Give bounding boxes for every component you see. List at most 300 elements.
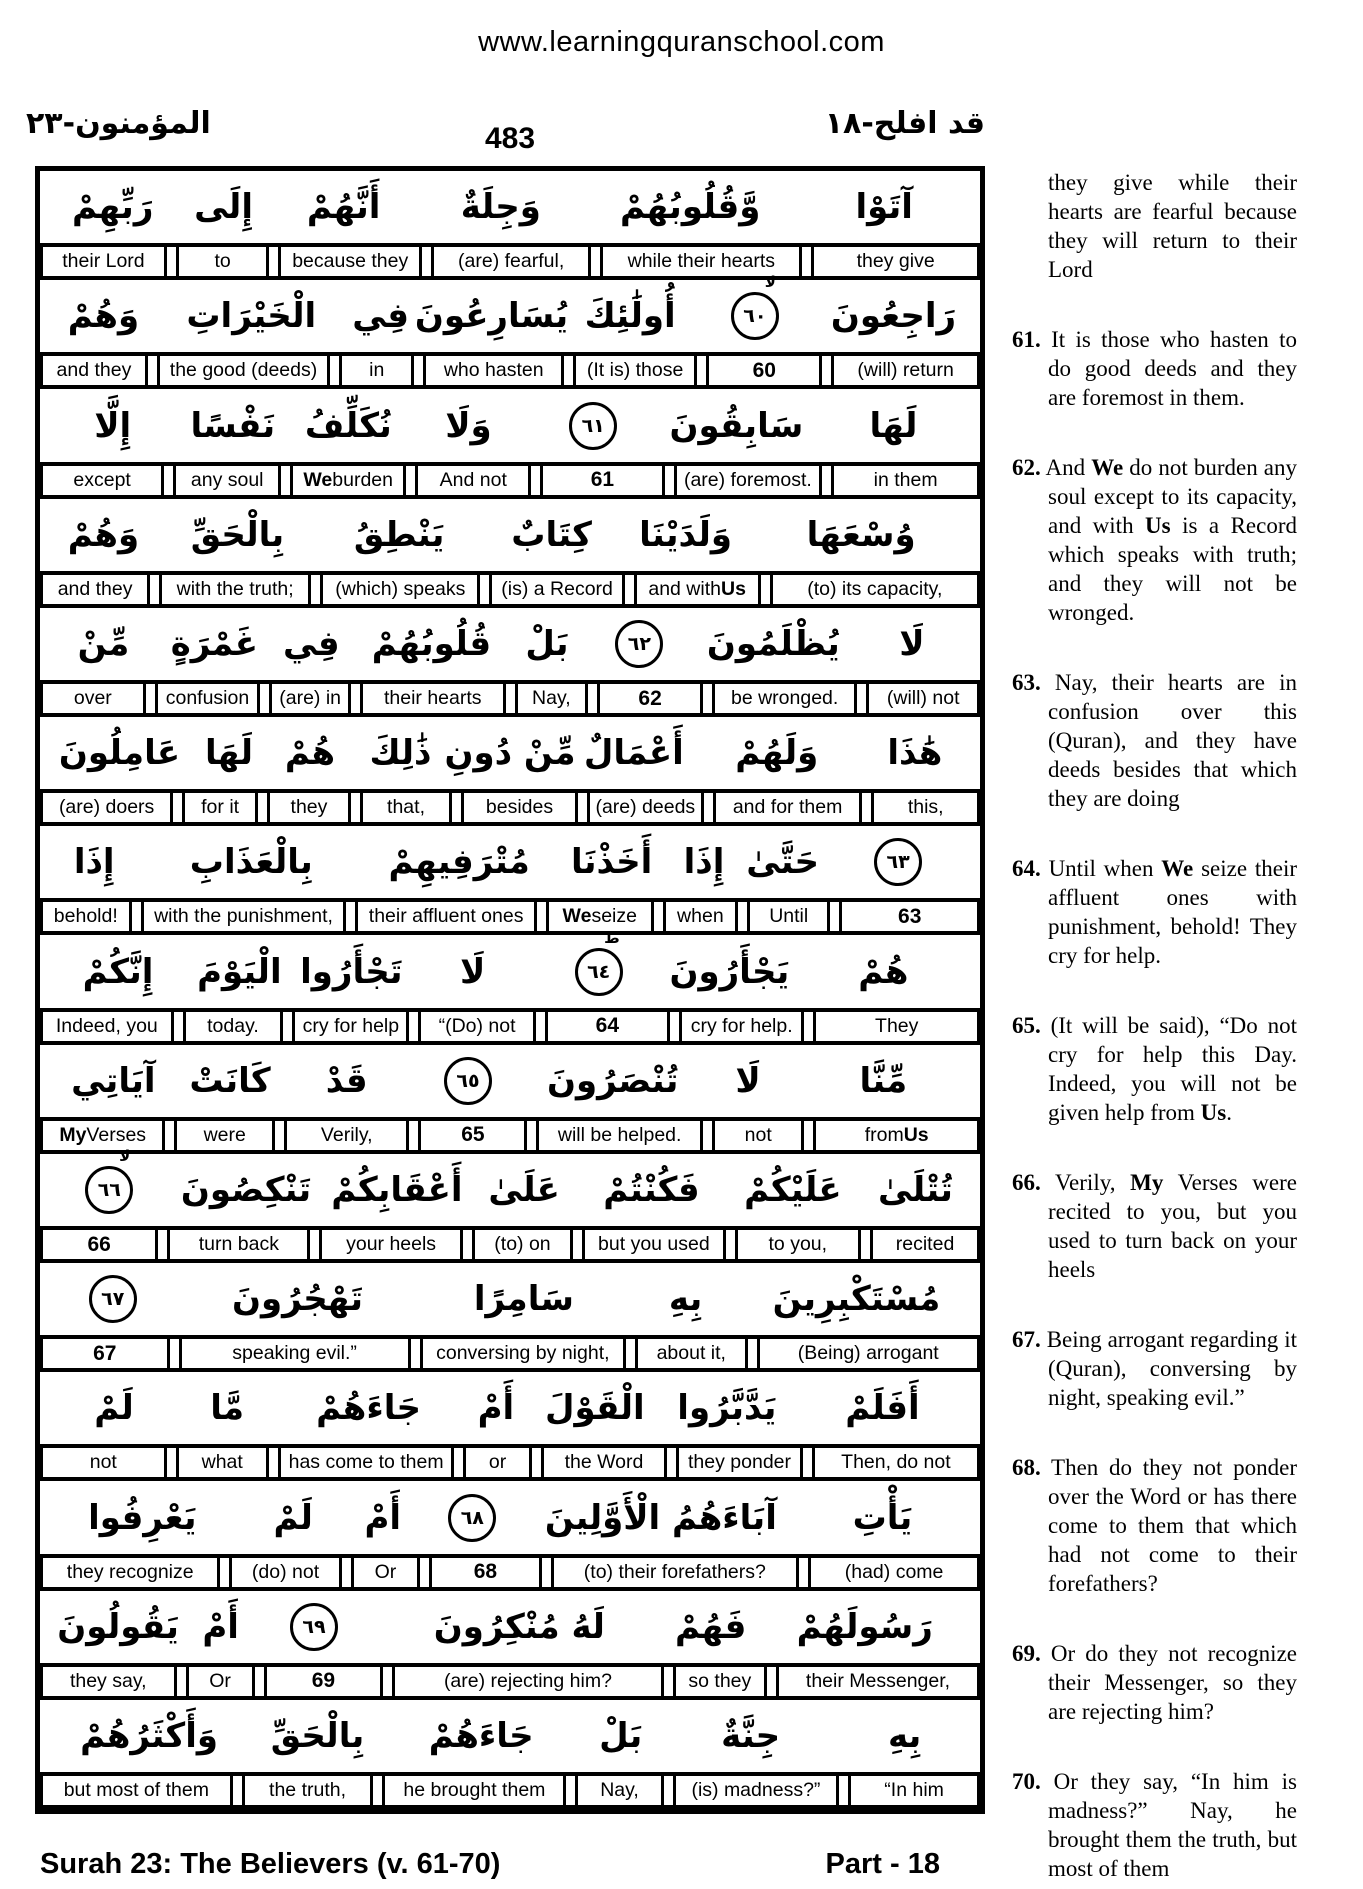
arabic-word: يَعْرِفُوا xyxy=(88,1497,197,1538)
verse-number-circle: ٦٦ لا xyxy=(85,1166,133,1214)
arabic-word-cell xyxy=(344,296,418,336)
arabic-word-cell xyxy=(48,1716,250,1756)
arabic-word-cell xyxy=(291,952,412,992)
arabic-word: مِّنْ دُونِ xyxy=(444,733,576,774)
translation-cell: has come to them xyxy=(278,1448,455,1477)
arabic-word-cell xyxy=(48,1275,177,1323)
translation-cell: (will) not xyxy=(866,684,980,713)
arabic-word-cell xyxy=(48,624,159,664)
arabic-word-cell xyxy=(48,406,177,446)
arabic-word: وَلَدَيْنَا xyxy=(639,514,733,555)
translation-cell: confusion xyxy=(155,684,261,713)
arabic-word-cell xyxy=(727,1170,859,1210)
arabic-word: نُكَلِّفُ xyxy=(304,405,392,446)
arabic-word-cell xyxy=(444,733,576,774)
verse-ref: 67. xyxy=(1012,1327,1041,1352)
waqf-mark: لا xyxy=(764,273,776,292)
arabic-word: لَهَا xyxy=(205,733,253,774)
arabic-word: يُظْلَمُونَ xyxy=(706,623,840,664)
verse-row-pair xyxy=(40,1372,980,1481)
arabic-word-cell xyxy=(288,406,408,446)
translation-cell: today. xyxy=(183,1012,284,1041)
verse-number-cell: 61 xyxy=(540,466,664,495)
arabic-word: آبَاءَهُمُ الْأَوَّلِينَ xyxy=(544,1497,777,1538)
arabic-word: وَلَا xyxy=(445,405,492,446)
arabic-word: فِي xyxy=(352,296,409,337)
arabic-word-cell xyxy=(159,515,316,555)
verse-row-pair xyxy=(40,273,980,389)
translation-paragraph: 66. Verily, My Verses were recited to you, but you used to turn back on your heels xyxy=(1012,1170,1297,1282)
arabic-word: آيَاتِي xyxy=(71,1060,156,1101)
arabic-word-cell xyxy=(408,406,528,446)
arabic-row xyxy=(40,1591,980,1663)
verse-ref: 68. xyxy=(1012,1455,1041,1480)
translation-cell: to xyxy=(176,247,270,276)
arabic-word: بَلْ xyxy=(525,623,569,664)
arabic-word-cell xyxy=(140,842,362,882)
translation-cell: (are) fearful, xyxy=(431,247,591,276)
arabic-word: رَاجِعُونَ xyxy=(830,296,957,337)
translation-cell: (are) in xyxy=(269,684,351,713)
arabic-word-cell xyxy=(188,952,291,992)
arabic-word-cell xyxy=(48,1061,179,1101)
arabic-word-cell xyxy=(253,1603,374,1651)
arabic-word: إِلَّا xyxy=(94,405,132,446)
arabic-word: يَنْطِقُ xyxy=(353,514,445,555)
verse-ref: 70. xyxy=(1012,1769,1041,1794)
arabic-word: تَنْكِصُونَ xyxy=(180,1169,312,1210)
arabic-word-cell xyxy=(859,1170,972,1210)
arabic-word: جَاءَهُمْ xyxy=(316,1388,422,1429)
footer-surah-title: Surah 23: The Believers (v. 61-70) xyxy=(40,1848,501,1880)
translation-paragraph: 64. Until when We seize their affluent ones with punishment, behold! They cry for help. xyxy=(1012,856,1297,968)
arabic-word-cell xyxy=(584,620,695,668)
arabic-word-cell xyxy=(48,1607,188,1647)
verse-row-pair xyxy=(40,826,980,935)
arabic-word-cell xyxy=(815,406,972,446)
translation-row xyxy=(40,1335,980,1372)
translation-row xyxy=(40,1772,980,1809)
arabic-word: وُسْعَهَا xyxy=(806,514,916,555)
translation-cell: because they xyxy=(278,247,422,276)
arabic-word: وَأَكْثَرُهُمْ xyxy=(80,1715,218,1756)
arabic-row xyxy=(40,171,980,243)
translation-cell: My Verses xyxy=(40,1121,165,1150)
verse-row-pair xyxy=(40,1591,980,1700)
verse-number-cell: 69 xyxy=(264,1667,384,1696)
arabic-word-cell xyxy=(350,1498,416,1538)
arabic-word: بِهِ xyxy=(668,1279,703,1320)
arabic-row xyxy=(40,499,980,571)
arabic-word-cell xyxy=(524,1061,701,1101)
arabic-word-cell xyxy=(824,838,972,886)
translation-cell: Or xyxy=(351,1558,421,1587)
waqf-mark: لا xyxy=(119,1146,131,1165)
verse-number-cell: 60 xyxy=(706,356,822,385)
translation-cell: about it, xyxy=(635,1339,747,1368)
translation-cell: conversing by night, xyxy=(420,1339,626,1368)
arabic-word-cell xyxy=(510,624,584,664)
arabic-word: وَهُمْ xyxy=(67,296,140,337)
arabic-word: يَجْأَرُونَ xyxy=(669,951,790,992)
arabic-word-cell xyxy=(385,1716,578,1756)
arabic-word: أَنَّهُمْ xyxy=(306,187,381,228)
arabic-word-cell xyxy=(281,1061,412,1101)
translation-cell: (do) not xyxy=(229,1558,341,1587)
arabic-word: قُلُوبُهُمْ xyxy=(371,623,492,664)
translation-cell: (to) its capacity, xyxy=(770,575,980,604)
translation-cell: who hasten xyxy=(423,356,564,385)
arabic-word-cell xyxy=(177,406,288,446)
arabic-word-cell xyxy=(48,187,177,227)
translation-cell: (It is) those xyxy=(573,356,697,385)
translation-paragraph: 70. Or they say, “In him is madness?” Nay, he brought them the truth, but most of them xyxy=(1012,1769,1297,1881)
translation-paragraph: 62. And We do not burden any soul except to its capacity, and with Us is a Record which speaks with truth; and they will not be wronged. xyxy=(1012,455,1298,625)
verse-number-circle: ٦٤ ط xyxy=(575,948,623,996)
translation-cell: (Being) arrogant xyxy=(757,1339,981,1368)
verse-ref: 65. xyxy=(1012,1013,1041,1038)
verse-row-pair xyxy=(40,389,980,498)
arabic-word: أَعْقَابِكُمْ xyxy=(331,1169,463,1210)
arabic-word: عَلَيْكُمْ xyxy=(744,1169,842,1210)
arabic-word: مُسْتَكْبِرِينَ xyxy=(772,1279,941,1320)
arabic-word: إِنَّكُمْ xyxy=(82,951,154,992)
arabic-word: وَلَهُمْ xyxy=(735,733,819,774)
translation-cell: not xyxy=(40,1448,167,1477)
arabic-word: غَمْرَةٍ xyxy=(170,623,258,664)
arabic-word-cell xyxy=(48,733,191,773)
translation-cell: “In him xyxy=(848,1776,980,1805)
arabic-word: سَامِرًا xyxy=(473,1279,574,1320)
translation-cell: turn back xyxy=(167,1230,310,1259)
translation-cell: not xyxy=(712,1121,804,1150)
surah-name-arabic: المؤمنون-٢٣ xyxy=(26,106,211,141)
verse-number-circle: ٦٠ لا xyxy=(731,292,779,340)
translation-cell: to you, xyxy=(735,1230,862,1259)
translation-paragraph: 61. It is those who hasten to do good deeds and they are foremost in them. xyxy=(1012,327,1297,410)
sidebar xyxy=(1012,168,1297,1889)
arabic-word-cell xyxy=(159,624,270,664)
verse-number-cell: 63 xyxy=(839,902,980,931)
translation-cell: (is) a Record xyxy=(489,575,624,604)
arabic-row xyxy=(40,389,980,461)
arabic-word: لَمْ xyxy=(273,1497,313,1538)
arabic-word: مُتْرَفِيهِمْ xyxy=(388,842,530,883)
translation-cell: or xyxy=(463,1448,531,1477)
translation-cell: We seize xyxy=(546,902,654,931)
translation-cell: and for them xyxy=(713,793,863,822)
arabic-word-cell xyxy=(353,733,448,773)
arabic-word: عَلَىٰ xyxy=(488,1169,560,1210)
translation-cell: And not xyxy=(415,466,531,495)
arabic-word-cell xyxy=(375,1607,664,1647)
arabic-word-cell xyxy=(48,515,159,555)
translation-cell: in them xyxy=(831,466,980,495)
verse-row-pair xyxy=(40,928,980,1044)
arabic-word-cell xyxy=(572,733,696,773)
arabic-word-cell xyxy=(630,1279,741,1319)
arabic-word: لَهَا xyxy=(869,405,918,446)
translation-cell: they recognize xyxy=(40,1558,220,1587)
footer-part-label: Part - 18 xyxy=(825,1848,940,1880)
arabic-word: نَفْسًا xyxy=(190,405,276,446)
translation-cell: (are) doers xyxy=(40,793,173,822)
translation-cell: any soul xyxy=(173,466,281,495)
translation-cell: Then, do not xyxy=(812,1448,980,1477)
translation-cell: (are) deeds xyxy=(587,793,704,822)
arabic-word: لَا xyxy=(460,951,486,992)
translation-cell: Indeed, you xyxy=(40,1012,174,1041)
arabic-word: بَلْ xyxy=(599,1715,643,1756)
arabic-word: أَمْ xyxy=(202,1606,239,1647)
arabic-word-cell xyxy=(529,1388,661,1428)
arabic-word-cell xyxy=(837,1716,972,1756)
arabic-word-cell xyxy=(795,1061,972,1101)
translation-row xyxy=(40,1008,980,1045)
arabic-word-cell xyxy=(795,952,972,992)
translation-cell: “(Do) not xyxy=(418,1012,535,1041)
arabic-word: فَهُمْ xyxy=(674,1606,747,1647)
arabic-word: جِنَّةٌ xyxy=(721,1715,781,1756)
arabic-word-cell xyxy=(353,624,510,664)
translation-cell: with the punishment, xyxy=(141,902,347,931)
page-number: 483 xyxy=(484,122,536,155)
arabic-word-cell xyxy=(664,952,795,992)
arabic-word: لَهُ مُنْكِرُونَ xyxy=(433,1606,605,1647)
arabic-word: كِتَابٌ xyxy=(511,514,592,555)
translation-paragraph: 67. Being arrogant regarding it (Quran), conversing by night, speaking evil.” xyxy=(1012,1327,1297,1410)
arabic-word-cell xyxy=(237,1498,350,1538)
arabic-word-cell xyxy=(757,1607,972,1647)
translation-cell: their hearts xyxy=(360,684,505,713)
verse-row-pair xyxy=(40,1700,980,1809)
arabic-row xyxy=(40,826,980,898)
translation-cell: and with Us xyxy=(634,575,761,604)
arabic-row xyxy=(40,1700,980,1772)
translation-cell: this, xyxy=(871,793,980,822)
verse-number-cell: 67 xyxy=(40,1339,170,1368)
arabic-word: عَامِلُونَ xyxy=(58,733,181,774)
arabic-word-cell xyxy=(667,842,741,882)
verse-ref: 66. xyxy=(1012,1170,1041,1195)
arabic-word: هَٰذَا xyxy=(887,733,943,774)
verse-number-circle: ٦٢ xyxy=(615,620,663,668)
translation-cell: while their hearts xyxy=(600,247,802,276)
translation-paragraph: 68. Then do they not ponder over the Word or has there come to them that which had not come to their forefathers? xyxy=(1012,1455,1297,1596)
arabic-word: الْقَوْلَ xyxy=(545,1388,645,1429)
arabic-row xyxy=(40,273,980,352)
verse-number-cell: 68 xyxy=(429,1558,541,1587)
arabic-row xyxy=(40,608,980,680)
verse-number-circle: ٦٧ xyxy=(89,1275,137,1323)
arabic-word-cell xyxy=(191,733,267,773)
translation-cell: Nay, xyxy=(515,684,589,713)
arabic-word-cell xyxy=(270,624,353,664)
translation-cell: (are) rejecting him? xyxy=(392,1667,663,1696)
arabic-row xyxy=(40,717,980,789)
arabic-word: أَمْ xyxy=(364,1497,402,1538)
verse-ref: 64. xyxy=(1012,856,1041,881)
translation-row xyxy=(40,898,980,935)
translation-cell: cry for help xyxy=(292,1012,409,1041)
site-url: www.learningquranschool.com xyxy=(478,26,885,58)
arabic-word-cell xyxy=(750,515,972,555)
arabic-word: تَهْجُرُونَ xyxy=(231,1279,364,1320)
translation-cell: cry for help. xyxy=(679,1012,804,1041)
verse-number-circle: ٦٥ xyxy=(444,1057,492,1105)
arabic-word: أُولَٰئِكَ xyxy=(584,296,676,337)
arabic-word: قَدْ xyxy=(325,1060,368,1101)
arabic-word: إِلَى xyxy=(194,187,253,228)
verse-number-cell: 62 xyxy=(597,684,703,713)
juz-name-arabic: قد افلح-١٨ xyxy=(824,106,985,141)
translation-cell: We burden xyxy=(290,466,406,495)
verse-row-pair xyxy=(40,1146,980,1263)
translation-row xyxy=(40,1663,980,1700)
arabic-word-cell xyxy=(741,842,824,882)
arabic-word: حَتَّىٰ xyxy=(746,842,819,883)
waqf-mark: ط xyxy=(604,928,620,947)
translation-row xyxy=(40,1554,980,1591)
translation-cell: (will) return xyxy=(831,356,980,385)
arabic-word-cell xyxy=(463,1388,529,1428)
translation-cell: (are) foremost. xyxy=(674,466,823,495)
arabic-row xyxy=(40,1481,980,1553)
verse-number-cell: 65 xyxy=(418,1121,527,1150)
arabic-word: جَاءَهُمْ xyxy=(428,1715,534,1756)
translation-cell: what xyxy=(176,1448,269,1477)
verse-number-circle: ٦١ xyxy=(569,402,617,450)
verse-ref: 62. xyxy=(1012,455,1041,480)
translation-cell: the Word xyxy=(541,1448,668,1477)
translation-cell: (which) speaks xyxy=(320,575,480,604)
arabic-word-cell xyxy=(418,1279,631,1319)
arabic-word-cell xyxy=(576,1170,727,1210)
arabic-word-cell xyxy=(529,1498,793,1538)
arabic-word-cell xyxy=(316,515,482,555)
arabic-row xyxy=(40,1045,980,1117)
arabic-word-cell xyxy=(270,187,418,227)
arabic-word-cell xyxy=(48,1146,171,1214)
verse-ref: 63. xyxy=(1012,670,1041,695)
translation-cell: they give xyxy=(811,247,980,276)
translation-cell: in xyxy=(339,356,414,385)
arabic-row xyxy=(40,1372,980,1444)
translation-cell: but most of them xyxy=(40,1776,233,1805)
translation-cell: recited xyxy=(870,1230,980,1259)
arabic-word-cell xyxy=(48,1498,237,1538)
translation-cell: but you used xyxy=(582,1230,725,1259)
translation-cell: their Lord xyxy=(40,247,167,276)
verse-row-pair xyxy=(40,499,980,608)
arabic-word: تُتْلَىٰ xyxy=(877,1169,953,1210)
translation-cell: when xyxy=(663,902,738,931)
translation-row xyxy=(40,1117,980,1154)
translation-cell: (had) come xyxy=(808,1558,980,1587)
arabic-word: مَّا xyxy=(210,1388,245,1429)
arabic-word: يَأْتِ xyxy=(852,1497,913,1538)
arabic-word-cell xyxy=(177,187,269,227)
verse-row-pair xyxy=(40,171,980,280)
translation-cell: with the truth; xyxy=(159,575,311,604)
translation-cell: will be helped. xyxy=(536,1121,703,1150)
arabic-word: تَجْأَرُوا xyxy=(300,951,403,992)
translation-row xyxy=(40,1226,980,1263)
arabic-word: هُمْ xyxy=(858,951,909,992)
arabic-word-cell xyxy=(695,273,815,340)
arabic-word-cell xyxy=(621,515,750,555)
arabic-word-cell xyxy=(741,1279,972,1319)
translation-cell: the truth, xyxy=(242,1776,374,1805)
arabic-word-cell xyxy=(177,1279,417,1319)
arabic-word-cell xyxy=(48,842,140,882)
verse-number-cell: 66 xyxy=(40,1230,158,1259)
verse-ref: 69. xyxy=(1012,1641,1041,1666)
translation-cell: besides xyxy=(461,793,578,822)
arabic-word: ذَٰلِكَ xyxy=(369,733,432,774)
translation-row xyxy=(40,352,980,389)
translation-row xyxy=(40,789,980,826)
arabic-word-cell xyxy=(48,952,188,992)
arabic-word: رَسُولَهُمْ xyxy=(796,1606,933,1647)
translation-paragraph: 63. Nay, their hearts are in confusion over this (Quran), and they have deeds besides that which they are doing xyxy=(1012,670,1297,811)
arabic-word-cell xyxy=(556,842,667,882)
arabic-word-cell xyxy=(472,1170,576,1210)
arabic-word: سَابِقُونَ xyxy=(669,405,804,446)
translation-paragraph: 65. (It will be said), “Do not cry for help this Day. Indeed, you will not be given help from Us. xyxy=(1012,1013,1297,1125)
arabic-word-cell xyxy=(274,1388,463,1428)
arabic-word: لَا xyxy=(735,1060,761,1101)
translation-cell: behold! xyxy=(40,902,132,931)
arabic-word: أَفَلَمْ xyxy=(845,1388,920,1429)
translation-paragraph: 69. Or do they not recognize their Messenger, so they are rejecting him? xyxy=(1012,1641,1297,1724)
arabic-word-cell xyxy=(48,1388,180,1428)
translation-cell: speaking evil.” xyxy=(179,1339,411,1368)
arabic-word-cell xyxy=(528,402,657,450)
arabic-word-cell xyxy=(815,296,972,336)
arabic-word-cell xyxy=(362,842,556,882)
arabic-word: تُنْصَرُونَ xyxy=(546,1060,679,1101)
translation-cell: their Messenger, xyxy=(776,1667,980,1696)
translation-cell: (is) madness?” xyxy=(673,1776,840,1805)
verse-row-pair xyxy=(40,1263,980,1372)
verse-row-pair xyxy=(40,717,980,826)
verse-number-circle: ٦٩ xyxy=(290,1603,338,1651)
arabic-word-cell xyxy=(188,1607,253,1647)
arabic-word: أَعْمَالٌ xyxy=(583,733,684,774)
arabic-word: بِالْحَقِّ xyxy=(190,514,285,555)
arabic-word: هُمْ xyxy=(284,733,336,774)
arabic-word-cell xyxy=(180,1388,274,1428)
arabic-row xyxy=(40,1263,980,1335)
translation-cell: over xyxy=(40,684,146,713)
arabic-word: مِّنَّا xyxy=(859,1060,908,1101)
arabic-word: أَخَذْنَا xyxy=(570,842,653,883)
arabic-word: فَكُنْتُمْ xyxy=(603,1169,700,1210)
arabic-word-cell xyxy=(661,1388,793,1428)
translation-cell: the good (deeds) xyxy=(157,356,330,385)
arabic-word: يُسَارِعُونَ xyxy=(414,296,569,337)
translation-row xyxy=(40,243,980,280)
arabic-word: وَجِلَةٌ xyxy=(460,187,541,228)
arabic-word-cell xyxy=(858,733,972,773)
translation-cell: your heels xyxy=(319,1230,462,1259)
arabic-word: بِهِ xyxy=(887,1715,922,1756)
arabic-word-cell xyxy=(159,296,344,336)
translation-cell: Until xyxy=(747,902,830,931)
verse-row-pair xyxy=(40,1481,980,1590)
arabic-word: فِي xyxy=(283,623,340,664)
